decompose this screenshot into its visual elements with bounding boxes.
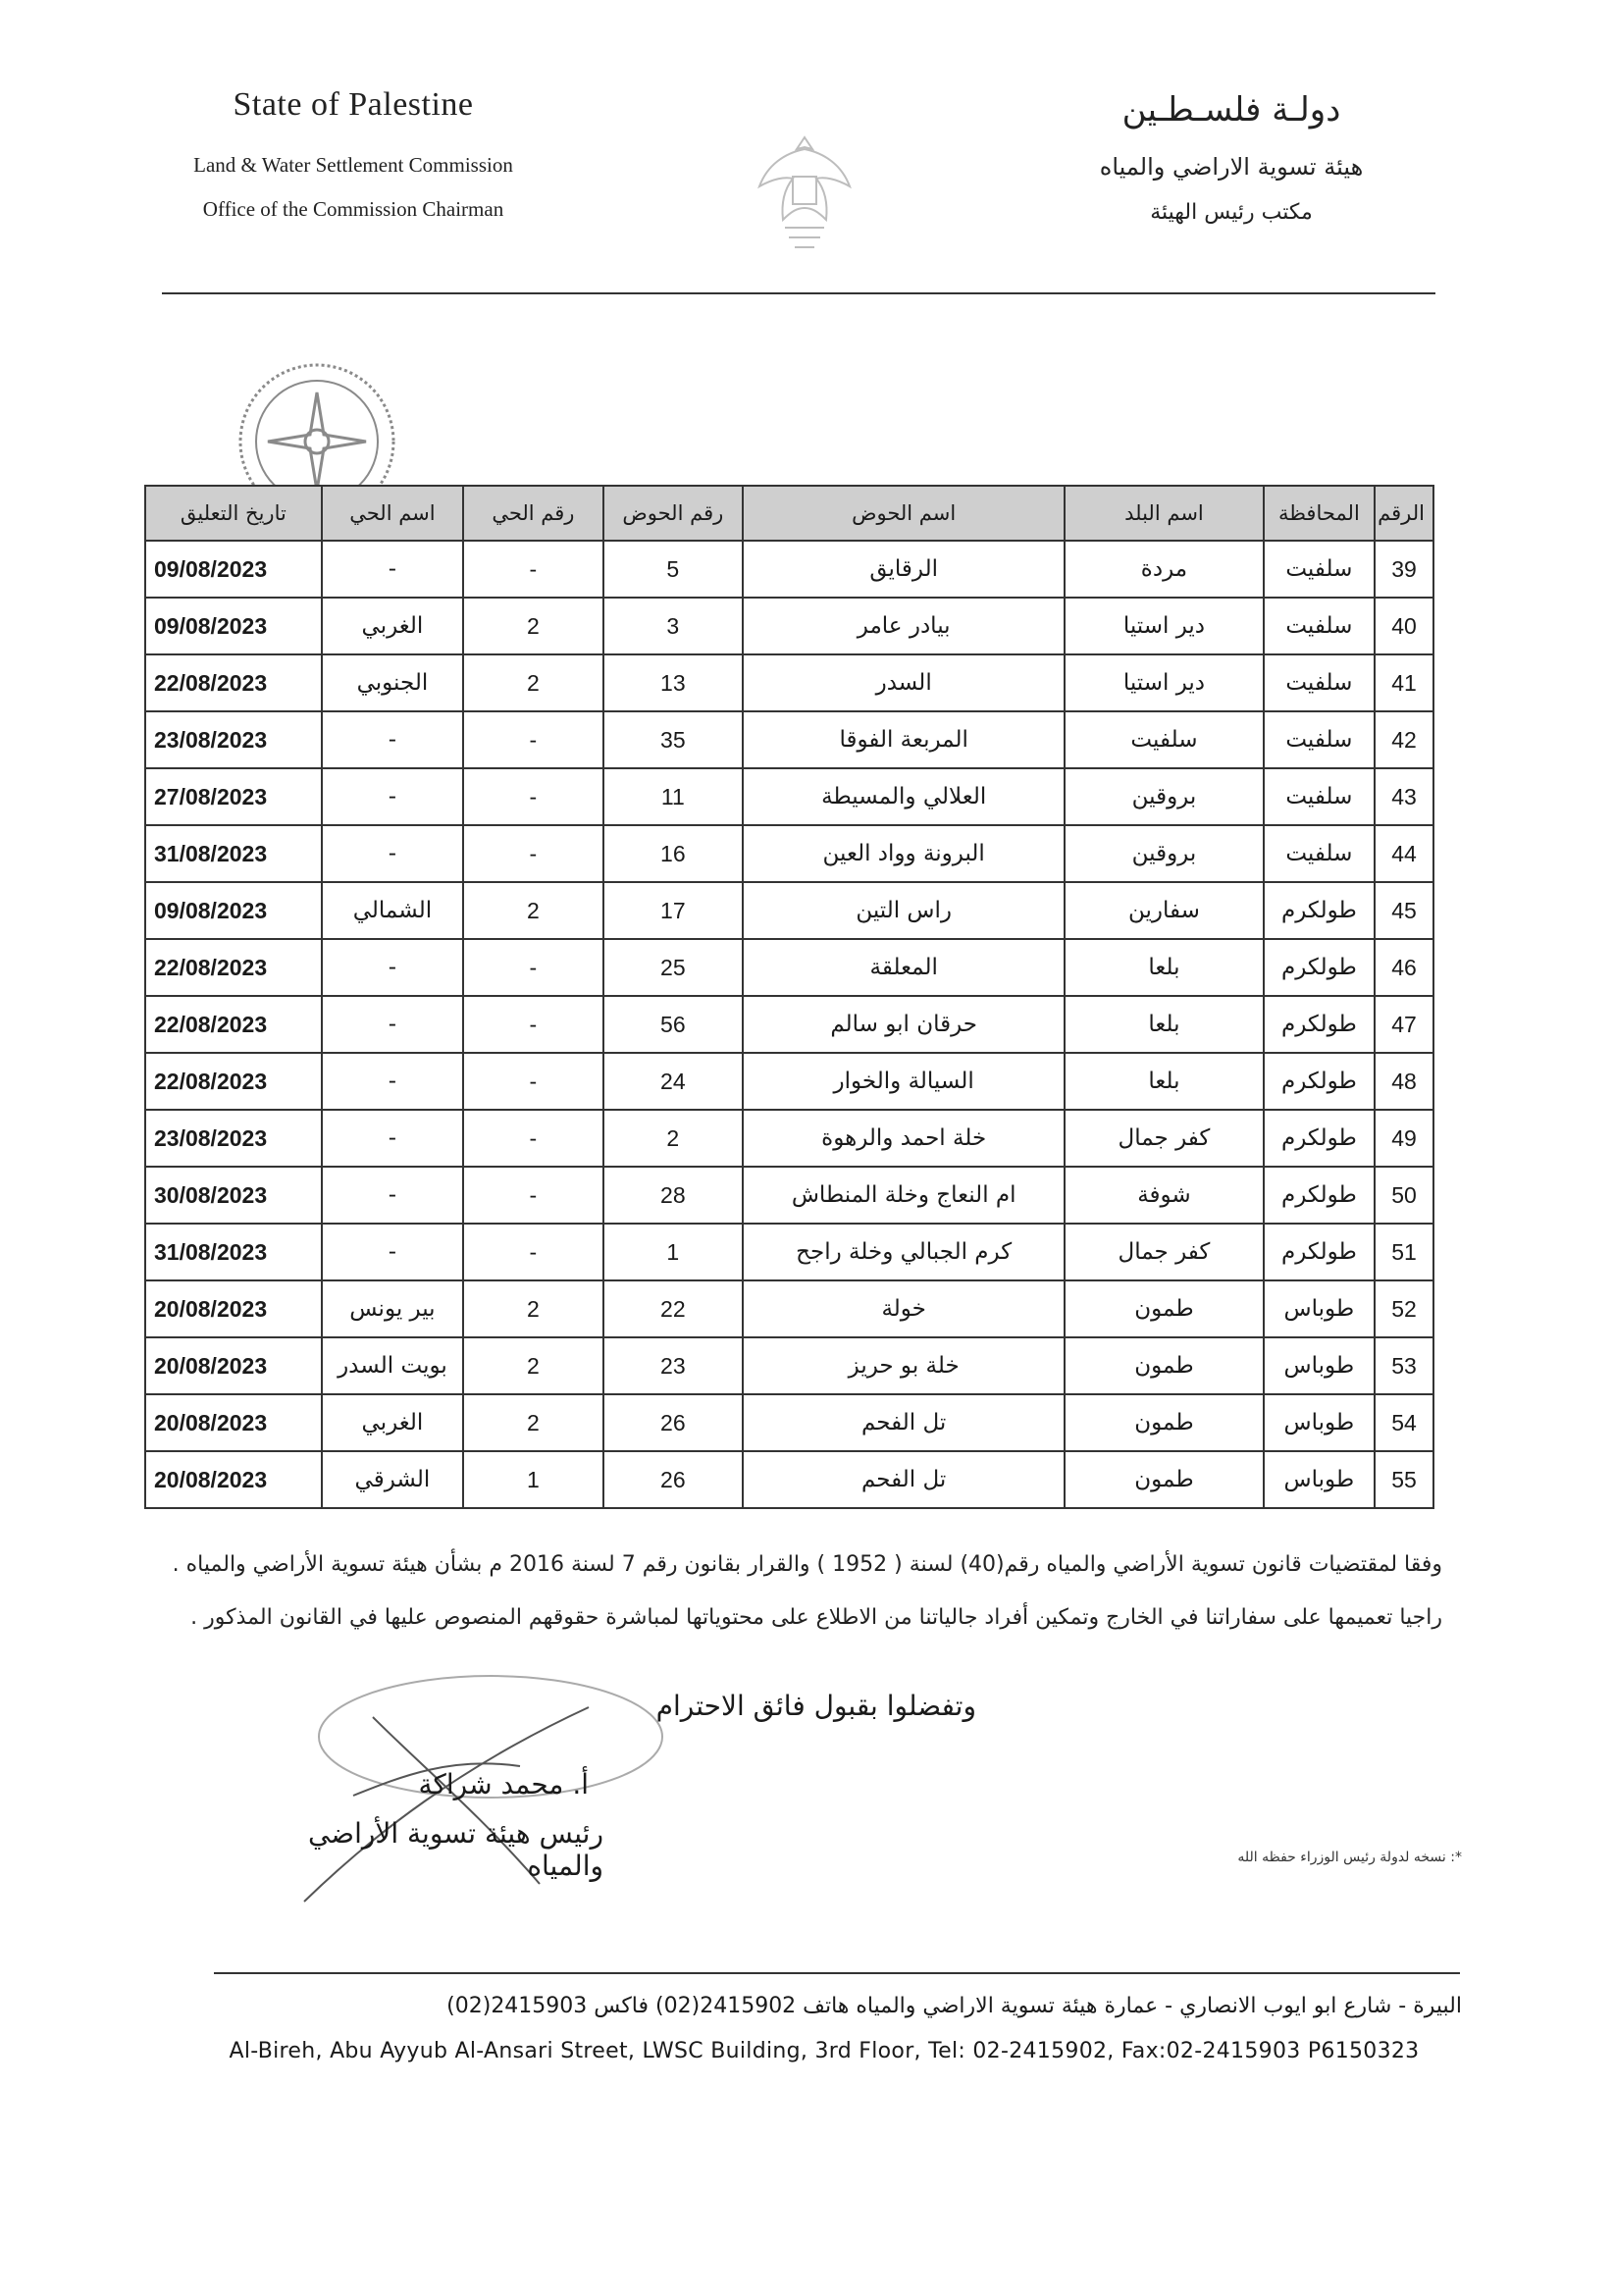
en-state-title: State of Palestine — [233, 86, 474, 123]
cell-district-number: - — [463, 939, 602, 996]
cell-governorate: طوباس — [1264, 1280, 1376, 1337]
table-row — [145, 882, 1433, 939]
cell-district-number: - — [463, 1224, 602, 1280]
signer-title: رئيس هيئة تسوية الأراضي والمياه — [307, 1817, 603, 1882]
cell-town: سلفيت — [1065, 711, 1263, 768]
cell-posting-date: 09/08/2023 — [145, 541, 322, 598]
cell-basin-number: 22 — [603, 1280, 743, 1337]
cell-town: بلعا — [1065, 1053, 1263, 1110]
col-header-district-name: اسم الحي — [322, 486, 464, 541]
cell-posting-date: 20/08/2023 — [145, 1280, 322, 1337]
cell-governorate: طولكرم — [1264, 1053, 1376, 1110]
cell-number: 43 — [1375, 768, 1433, 825]
cell-number: 42 — [1375, 711, 1433, 768]
table-row — [145, 939, 1433, 996]
cell-governorate: طولكرم — [1264, 1110, 1376, 1167]
cell-number: 41 — [1375, 654, 1433, 711]
cell-basin-number: 1 — [603, 1224, 743, 1280]
cell-basin-number: 28 — [603, 1167, 743, 1224]
cell-district-number: 2 — [463, 882, 602, 939]
cell-town: شوفة — [1065, 1167, 1263, 1224]
cell-basin-name: بيادر عامر — [743, 598, 1065, 654]
footer-address-arabic: البيرة - شارع ابو ايوب الانصاري - عمارة هيئة تسوية الاراضي والمياه هاتف 2415902(02) فاكس 2415903(02) — [446, 1994, 1462, 2018]
table-row — [145, 1167, 1433, 1224]
cell-posting-date: 23/08/2023 — [145, 1110, 322, 1167]
cell-town: دير استيا — [1065, 598, 1263, 654]
cell-basin-name: تل الفحم — [743, 1394, 1065, 1451]
cell-basin-number: 23 — [603, 1337, 743, 1394]
cell-district-name: - — [322, 825, 464, 882]
cell-district-number: 2 — [463, 1280, 602, 1337]
cell-basin-name: الرقايق — [743, 541, 1065, 598]
cell-number: 47 — [1375, 996, 1433, 1053]
cell-town: طمون — [1065, 1337, 1263, 1394]
cell-district-number: - — [463, 996, 602, 1053]
cell-district-name: الجنوبي — [322, 654, 464, 711]
table-row — [145, 1110, 1433, 1167]
cell-governorate: طولكرم — [1264, 1224, 1376, 1280]
cell-posting-date: 22/08/2023 — [145, 654, 322, 711]
cell-town: بروقين — [1065, 768, 1263, 825]
cell-town: سفارين — [1065, 882, 1263, 939]
table-row — [145, 1224, 1433, 1280]
table-row — [145, 825, 1433, 882]
cell-basin-name: السدر — [743, 654, 1065, 711]
cell-town: مردة — [1065, 541, 1263, 598]
signer-name: أ. محمد شراكة — [418, 1768, 589, 1800]
table-row — [145, 1394, 1433, 1451]
cell-number: 45 — [1375, 882, 1433, 939]
table-row — [145, 654, 1433, 711]
settlement-schedule-table — [144, 485, 1434, 1509]
closing-regards: وتفضلوا بقبول فائق الاحترام — [655, 1690, 976, 1722]
table-row — [145, 711, 1433, 768]
cell-town: بلعا — [1065, 939, 1263, 996]
cell-district-number: - — [463, 1167, 602, 1224]
cell-basin-number: 3 — [603, 598, 743, 654]
cell-basin-name: حرقان ابو سالم — [743, 996, 1065, 1053]
cell-town: بلعا — [1065, 996, 1263, 1053]
cell-district-name: - — [322, 768, 464, 825]
cell-posting-date: 30/08/2023 — [145, 1167, 322, 1224]
en-office-name: Office of the Commission Chairman — [202, 197, 504, 221]
en-commission-name: Land & Water Settlement Commission — [193, 153, 513, 177]
cell-number: 49 — [1375, 1110, 1433, 1167]
footer-address-english: Al-Bireh, Abu Ayyub Al-Ansari Street, LWSC Building, 3rd Floor, Tel: 02-2415902, Fax:02-2415903 P6150323 — [229, 2039, 1420, 2063]
cell-basin-number: 5 — [603, 541, 743, 598]
cell-district-name: الغربي — [322, 598, 464, 654]
cell-district-number: - — [463, 1110, 602, 1167]
cell-governorate: طولكرم — [1264, 882, 1376, 939]
cell-number: 44 — [1375, 825, 1433, 882]
legal-basis-paragraph: وفقا لمقتضيات قانون تسوية الأراضي والمياه رقم(40) لسنة ( 1952 ) والقرار بقانون رقم 7 لسنة 2016 م بشأن هيئة تسوية الأراضي والمياه . — [172, 1552, 1442, 1577]
cell-basin-number: 56 — [603, 996, 743, 1053]
cell-governorate: طولكرم — [1264, 996, 1376, 1053]
cell-district-name: بويت السدر — [322, 1337, 464, 1394]
ar-state-title: دولـة فلسـطـين — [1121, 90, 1341, 130]
cell-basin-number: 13 — [603, 654, 743, 711]
cell-posting-date: 22/08/2023 — [145, 996, 322, 1053]
cell-governorate: سلفيت — [1264, 825, 1376, 882]
cell-basin-number: 24 — [603, 1053, 743, 1110]
cell-district-number: - — [463, 768, 602, 825]
cell-town: طمون — [1065, 1280, 1263, 1337]
cell-governorate: سلفيت — [1264, 598, 1376, 654]
table-row — [145, 1337, 1433, 1394]
cell-number: 55 — [1375, 1451, 1433, 1508]
cell-posting-date: 31/08/2023 — [145, 825, 322, 882]
cell-governorate: سلفيت — [1264, 541, 1376, 598]
cell-district-name: الشرقي — [322, 1451, 464, 1508]
cell-district-name: - — [322, 1167, 464, 1224]
cell-posting-date: 23/08/2023 — [145, 711, 322, 768]
cell-posting-date: 09/08/2023 — [145, 882, 322, 939]
cell-district-number: 2 — [463, 654, 602, 711]
table-row — [145, 541, 1433, 598]
cell-basin-name: المعلقة — [743, 939, 1065, 996]
cell-governorate: سلفيت — [1264, 654, 1376, 711]
cell-district-number: - — [463, 541, 602, 598]
cell-district-name: - — [322, 996, 464, 1053]
cell-number: 51 — [1375, 1224, 1433, 1280]
cell-number: 48 — [1375, 1053, 1433, 1110]
cell-governorate: طوباس — [1264, 1451, 1376, 1508]
col-header-posting-date: تاريخ التعليق — [145, 486, 322, 541]
cell-district-name: - — [322, 711, 464, 768]
english-letterhead — [108, 86, 599, 222]
ar-office-name: مكتب رئيس الهيئة — [1150, 200, 1313, 225]
circulation-request-paragraph: راجيا تعميمها على سفاراتنا في الخارج وتمكين أفراد جالياتنا من الاطلاع على محتوياتها لمباشرة حقوقهم المنصوص عليها في القانون المذكور . — [190, 1605, 1442, 1630]
cell-basin-name: المربعة الفوقا — [743, 711, 1065, 768]
cell-governorate: سلفيت — [1264, 768, 1376, 825]
cell-posting-date: 27/08/2023 — [145, 768, 322, 825]
cell-district-name: الشمالي — [322, 882, 464, 939]
cell-town: كفر جمال — [1065, 1110, 1263, 1167]
cell-basin-number: 2 — [603, 1110, 743, 1167]
table-header-row — [145, 486, 1433, 541]
cell-basin-name: راس التين — [743, 882, 1065, 939]
cell-district-number: 2 — [463, 1337, 602, 1394]
cell-number: 39 — [1375, 541, 1433, 598]
cell-number: 46 — [1375, 939, 1433, 996]
cell-town: طمون — [1065, 1394, 1263, 1451]
cell-town: دير استيا — [1065, 654, 1263, 711]
cell-basin-number: 35 — [603, 711, 743, 768]
footer-divider — [214, 1972, 1460, 1974]
cell-basin-name: البرونة وواد العين — [743, 825, 1065, 882]
col-header-basin-name: اسم الحوض — [743, 486, 1065, 541]
cell-posting-date: 22/08/2023 — [145, 1053, 322, 1110]
cell-basin-name: خلة بو حريز — [743, 1337, 1065, 1394]
cell-basin-name: خلة احمد والرهوة — [743, 1110, 1065, 1167]
table-row — [145, 1053, 1433, 1110]
cell-posting-date: 20/08/2023 — [145, 1451, 322, 1508]
cell-district-number: 2 — [463, 598, 602, 654]
cell-posting-date: 09/08/2023 — [145, 598, 322, 654]
cell-town: طمون — [1065, 1451, 1263, 1508]
col-header-district-number: رقم الحي — [463, 486, 602, 541]
cell-basin-number: 11 — [603, 768, 743, 825]
cell-number: 40 — [1375, 598, 1433, 654]
col-header-basin-number: رقم الحوض — [603, 486, 743, 541]
cell-district-name: الغربي — [322, 1394, 464, 1451]
copy-to-note: *: نسخه لدولة رئيس الوزراء حفظه الله — [1237, 1850, 1462, 1865]
cell-posting-date: 20/08/2023 — [145, 1337, 322, 1394]
table-row — [145, 1280, 1433, 1337]
cell-basin-number: 26 — [603, 1451, 743, 1508]
col-header-number: الرقم — [1375, 486, 1433, 541]
ar-commission-name: هيئة تسوية الاراضي والمياه — [1099, 153, 1364, 181]
cell-district-number: - — [463, 1053, 602, 1110]
cell-district-name: بير يونس — [322, 1280, 464, 1337]
eagle-emblem-icon — [746, 118, 863, 265]
cell-posting-date: 22/08/2023 — [145, 939, 322, 996]
cell-number: 52 — [1375, 1280, 1433, 1337]
cell-basin-name: ام النعاج وخلة المنطاش — [743, 1167, 1065, 1224]
cell-district-name: - — [322, 939, 464, 996]
cell-basin-number: 26 — [603, 1394, 743, 1451]
table-row — [145, 598, 1433, 654]
cell-basin-name: السيالة والخوار — [743, 1053, 1065, 1110]
cell-posting-date: 31/08/2023 — [145, 1224, 322, 1280]
table-row — [145, 768, 1433, 825]
cell-governorate: سلفيت — [1264, 711, 1376, 768]
col-header-governorate: المحافظة — [1264, 486, 1376, 541]
cell-governorate: طوباس — [1264, 1394, 1376, 1451]
cell-district-name: - — [322, 1110, 464, 1167]
table-row — [145, 996, 1433, 1053]
cell-governorate: طولكرم — [1264, 939, 1376, 996]
cell-number: 53 — [1375, 1337, 1433, 1394]
cell-governorate: طولكرم — [1264, 1167, 1376, 1224]
cell-number: 54 — [1375, 1394, 1433, 1451]
table-row — [145, 1451, 1433, 1508]
cell-posting-date: 20/08/2023 — [145, 1394, 322, 1451]
cell-town: بروقين — [1065, 825, 1263, 882]
cell-district-name: - — [322, 541, 464, 598]
cell-district-number: - — [463, 711, 602, 768]
cell-basin-name: تل الفحم — [743, 1451, 1065, 1508]
cell-basin-name: كرم الجبالي وخلة راجح — [743, 1224, 1065, 1280]
cell-district-number: 1 — [463, 1451, 602, 1508]
cell-district-name: - — [322, 1053, 464, 1110]
col-header-town: اسم البلد — [1065, 486, 1263, 541]
cell-district-number: - — [463, 825, 602, 882]
cell-basin-number: 17 — [603, 882, 743, 939]
cell-town: كفر جمال — [1065, 1224, 1263, 1280]
cell-basin-number: 25 — [603, 939, 743, 996]
cell-basin-name: العلالي والمسيطة — [743, 768, 1065, 825]
cell-district-number: 2 — [463, 1394, 602, 1451]
cell-district-name: - — [322, 1224, 464, 1280]
arabic-letterhead — [1015, 90, 1447, 225]
header-divider — [162, 292, 1435, 294]
cell-governorate: طوباس — [1264, 1337, 1376, 1394]
cell-number: 50 — [1375, 1167, 1433, 1224]
cell-basin-number: 16 — [603, 825, 743, 882]
cell-basin-name: خولة — [743, 1280, 1065, 1337]
